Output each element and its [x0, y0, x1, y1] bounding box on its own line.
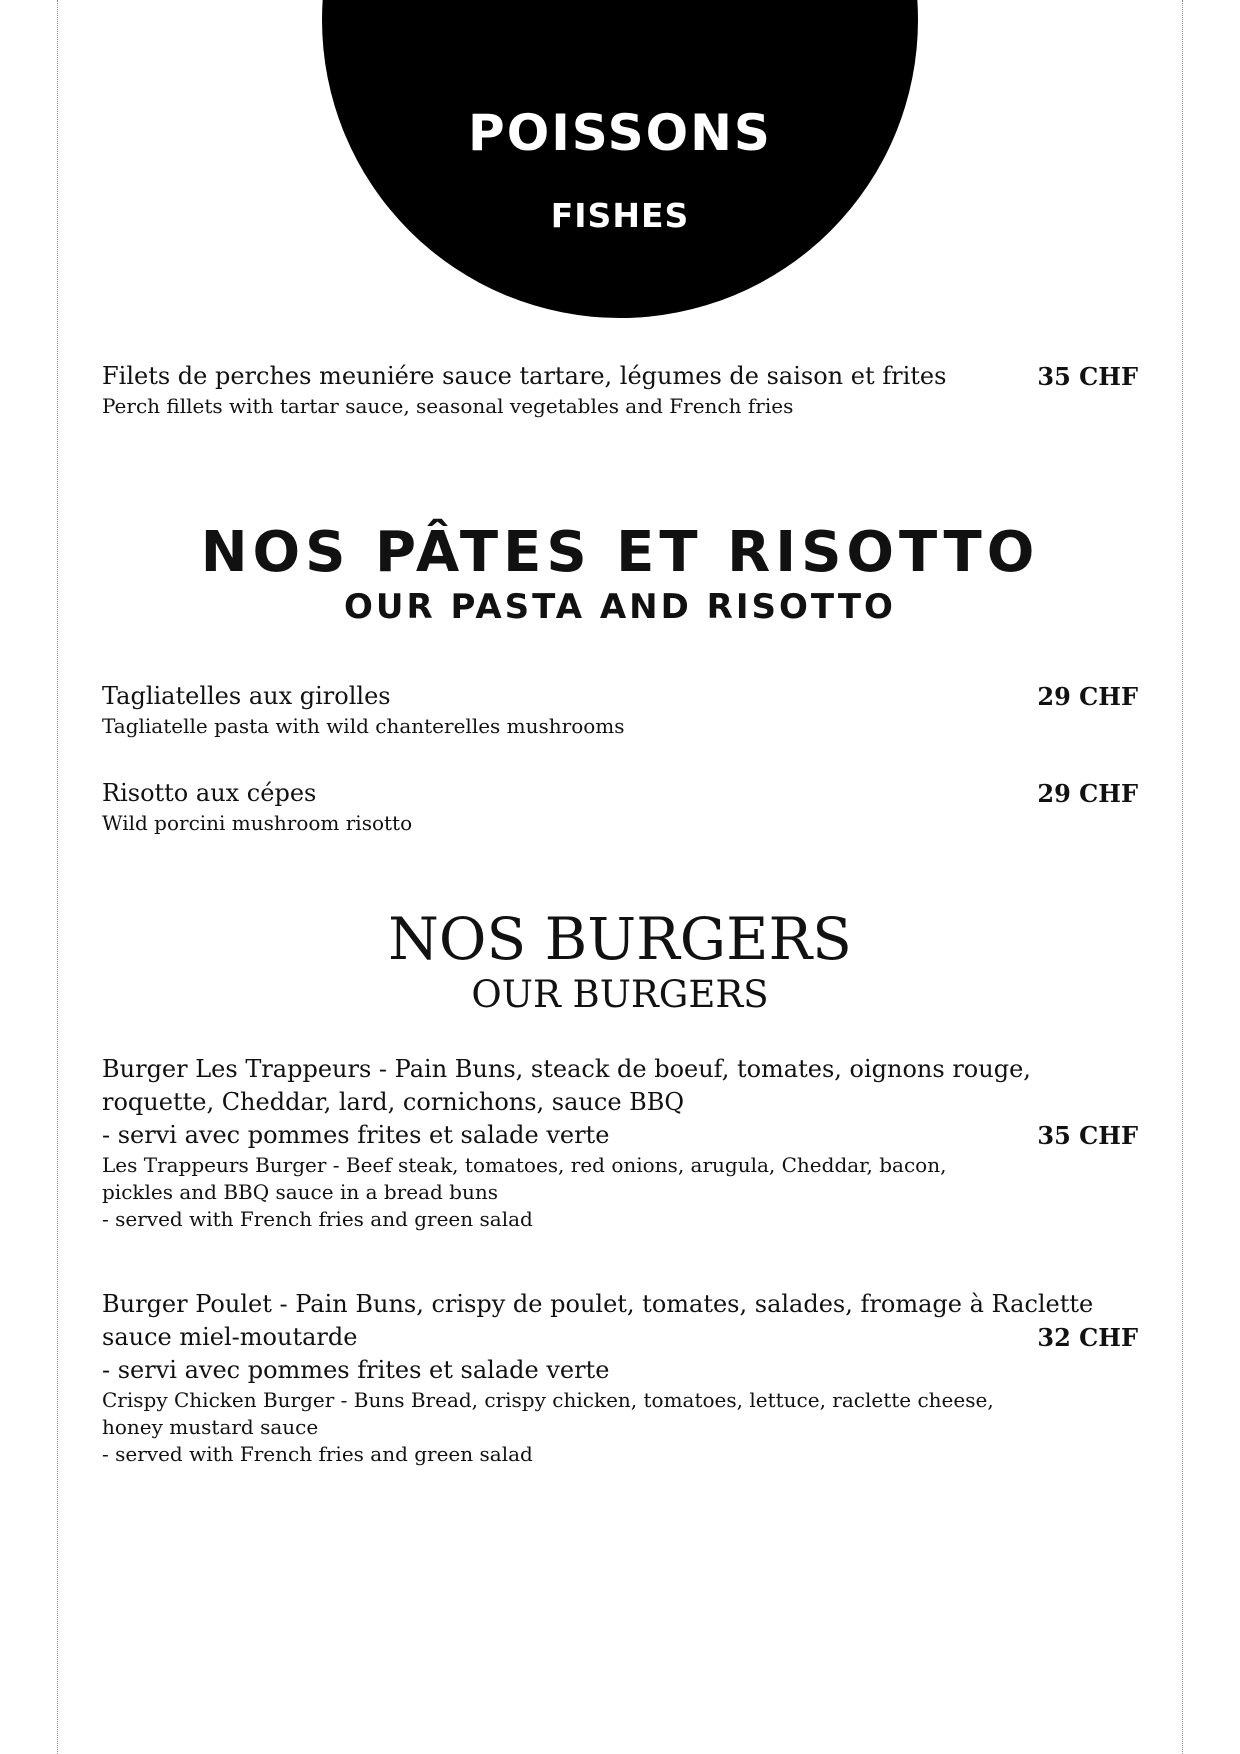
menu-item-name-en: Crispy Chicken Burger - Buns Bread, crispy chicken, tomatoes, lettuce, raclette cheese, honey mustard sauce - served with French fries and green salad: [102, 1388, 994, 1466]
burgers-section-subtitle: OUR BURGERS: [471, 973, 769, 1016]
page-border-left: [57, 0, 58, 1754]
menu-item-name-fr: Risotto aux cépes: [102, 779, 317, 807]
menu-item-name-fr: Burger Poulet - Pain Buns, crispy de poulet, tomates, salades, fromage à Raclette sauce miel-moutarde - servi avec pommes frites et salade verte: [102, 1290, 1094, 1384]
burgers-section-title: NOS BURGERS: [388, 905, 852, 973]
menu-item-risotto: [102, 777, 1142, 837]
menu-item-perch-fillets: [102, 360, 1142, 420]
menu-item-name-en: Wild porcini mushroom risotto: [102, 811, 413, 835]
menu-item-name-fr: Filets de perches meuniére sauce tartare, légumes de saison et frites: [102, 362, 947, 390]
menu-item-name-en: Les Trappeurs Burger - Beef steak, tomatoes, red onions, arugula, Cheddar, bacon, pickles and BBQ sauce in a bread buns - served with French fries and green salad: [102, 1153, 947, 1231]
pasta-section-title: NOS PÂTES ET RISOTTO: [200, 520, 1040, 585]
menu-item-name-en: Perch fillets with tartar sauce, seasonal vegetables and French fries: [102, 394, 794, 418]
pasta-section-subtitle: OUR PASTA AND RISOTTO: [344, 587, 896, 627]
menu-item-name-en: Tagliatelle pasta with wild chanterelles mushrooms: [102, 714, 625, 738]
menu-item-price: 32 CHF: [1037, 1323, 1138, 1352]
menu-item-chicken-burger: [102, 1288, 1142, 1468]
menu-item-name-fr: Burger Les Trappeurs - Pain Buns, steack de boeuf, tomates, oignons rouge, roquette, Cheddar, lard, cornichons, sauce BBQ - servi avec pommes frites et salade verte: [102, 1055, 1031, 1149]
menu-item-trappeurs-burger: [102, 1053, 1142, 1233]
fishes-section-title: POISSONS: [468, 104, 772, 162]
page-border-right: [1182, 0, 1183, 1754]
menu-item-price: 29 CHF: [1037, 682, 1138, 711]
menu-item-tagliatelles: [102, 680, 1142, 740]
menu-item-price: 35 CHF: [1037, 1121, 1138, 1150]
menu-item-price: 35 CHF: [1037, 362, 1138, 391]
menu-item-name-fr: Tagliatelles aux girolles: [102, 682, 391, 710]
fishes-section-subtitle: FISHES: [550, 196, 690, 235]
menu-item-price: 29 CHF: [1037, 779, 1138, 808]
